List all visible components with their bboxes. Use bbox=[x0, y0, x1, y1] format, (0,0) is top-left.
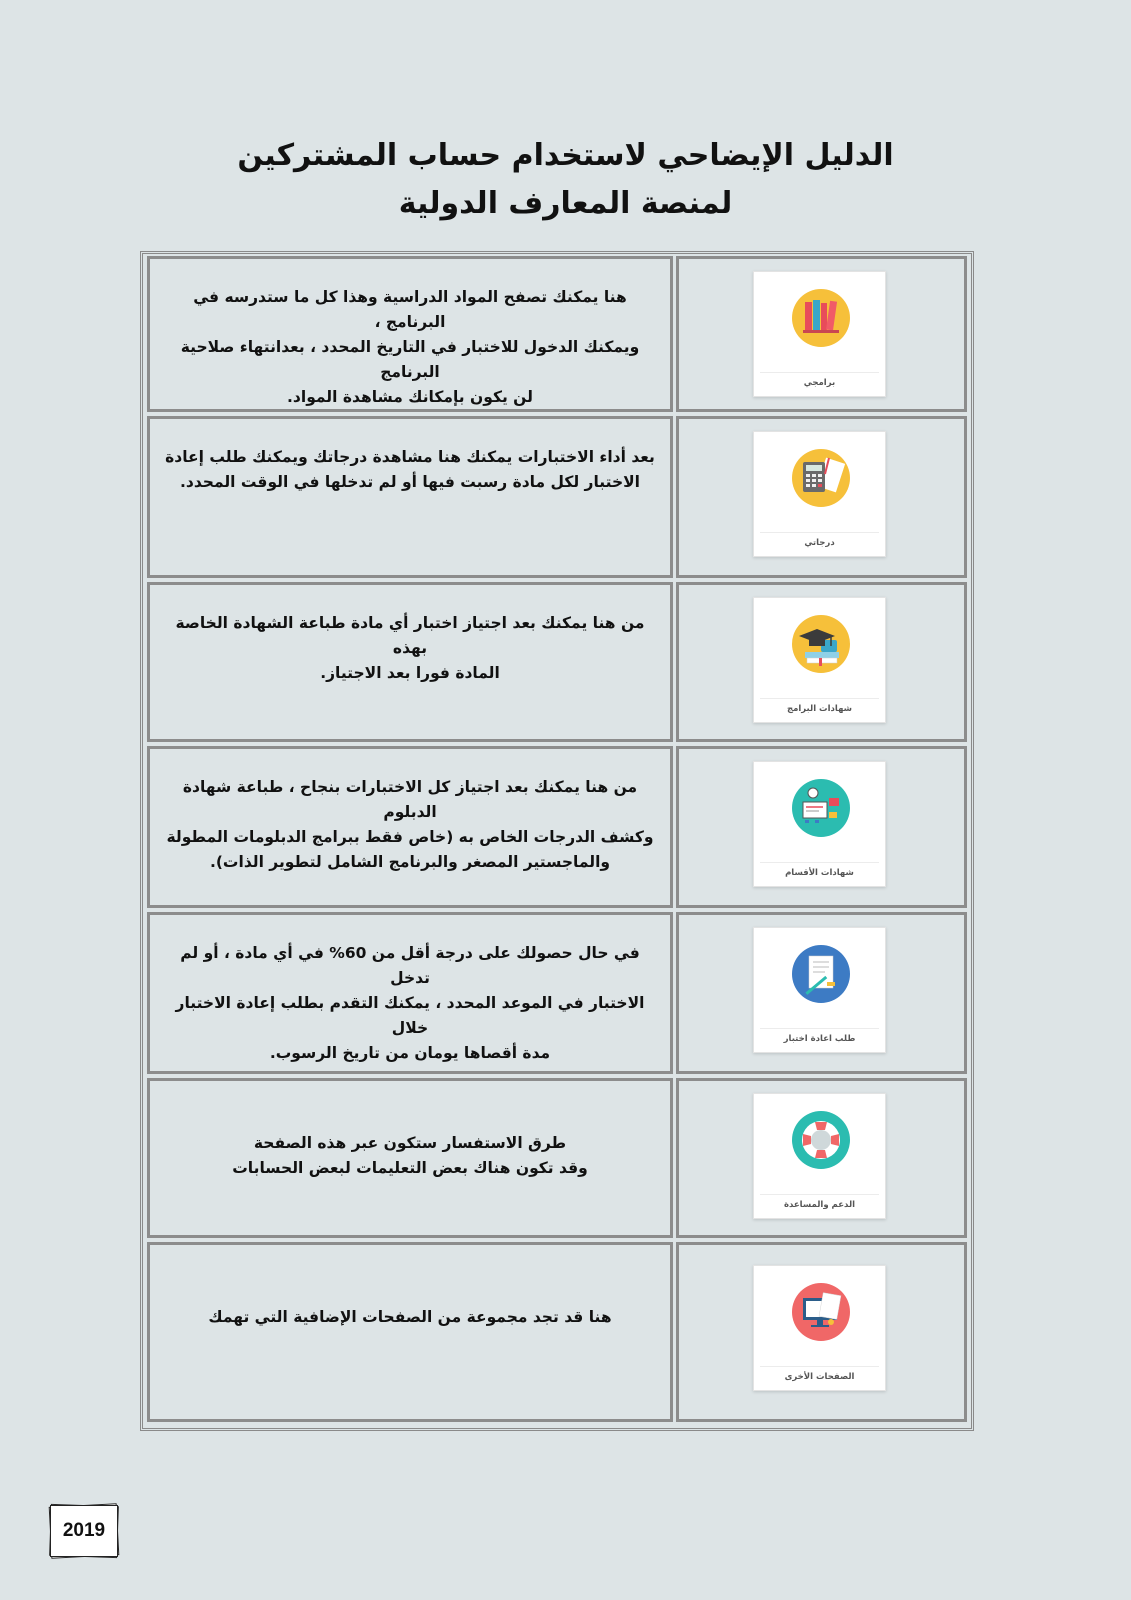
card-label: شهادات الأقسام bbox=[785, 868, 854, 878]
row-description: بعد أداء الاختبارات يمكنك هنا مشاهدة درجاتك ويمكنك طلب إعادة الاختبار لكل مادة رسبت فيها أو لم تدخلها في الوقت المحدد. bbox=[147, 416, 673, 578]
row-icon-cell bbox=[676, 746, 967, 908]
row-description: طرق الاستفسار ستكون عبر هذه الصفحة وقد تكون هناك بعض التعليمات لبعض الحسابات bbox=[147, 1078, 673, 1238]
row-icon-cell bbox=[676, 1078, 967, 1238]
card-department-certificates[interactable] bbox=[753, 761, 886, 887]
year-label: 2019 bbox=[50, 1505, 118, 1557]
row-description: هنا يمكنك تصفح المواد الدراسية وهذا كل ما ستدرسه في البرنامج ، ويمكنك الدخول للاختبار في التاريخ المحدد ، بعدانتهاء صلاحية البرنامج لن يكون بإمكانك مشاهدة المواد. bbox=[147, 256, 673, 412]
card-label: شهادات البرامج bbox=[786, 704, 853, 714]
row-description: في حال حصولك على درجة أقل من 60% في أي مادة ، أو لم تدخل الاختبار في الموعد المحدد ، يمكنك التقدم بطلب إعادة الاختبار خلال مدة أقصاها يومان من تاريخ الرسوب. bbox=[147, 912, 673, 1074]
table-row bbox=[147, 256, 967, 412]
card-label: طلب اعادة اختبار bbox=[783, 1034, 856, 1044]
table-row bbox=[147, 582, 967, 742]
table-row bbox=[147, 912, 967, 1074]
table-row bbox=[147, 1078, 967, 1238]
year-badge bbox=[50, 1505, 120, 1559]
card-my-programs[interactable] bbox=[753, 271, 886, 397]
calculator-icon bbox=[791, 448, 851, 508]
card-label: درجاتي bbox=[804, 538, 835, 548]
department-certificate-icon bbox=[791, 778, 851, 838]
monitor-pages-icon bbox=[791, 1282, 851, 1342]
card-other-pages[interactable] bbox=[753, 1265, 886, 1391]
page-title bbox=[0, 132, 1131, 228]
page-title-line-2: لمنصة المعارف الدولية bbox=[398, 186, 733, 221]
row-description: من هنا يمكنك بعد اجتياز كل الاختبارات بنجاح ، طباعة شهادة الدبلوم وكشف الدرجات الخاص به (خاص فقط ببرامج الدبلومات المطولة والماجستير المصغر والبرنامج الشامل لتطوير الذات). bbox=[147, 746, 673, 908]
card-label: برامجي bbox=[803, 378, 836, 388]
table-row bbox=[147, 746, 967, 908]
lifebuoy-icon bbox=[791, 1110, 851, 1170]
row-icon-cell bbox=[676, 582, 967, 742]
row-icon-cell bbox=[676, 416, 967, 578]
table-row bbox=[147, 416, 967, 578]
card-label: الدعم والمساعدة bbox=[783, 1200, 856, 1210]
document-pen-icon bbox=[791, 944, 851, 1004]
card-support-help[interactable] bbox=[753, 1093, 886, 1219]
row-icon-cell bbox=[676, 912, 967, 1074]
graduation-cap-icon bbox=[791, 614, 851, 674]
row-icon-cell bbox=[676, 256, 967, 412]
card-retest-request[interactable] bbox=[753, 927, 886, 1053]
table-row bbox=[147, 1242, 967, 1422]
row-description: هنا قد تجد مجموعة من الصفحات الإضافية التي تهمك bbox=[147, 1242, 673, 1422]
card-my-grades[interactable] bbox=[753, 431, 886, 557]
books-icon bbox=[791, 288, 851, 348]
guide-table bbox=[140, 251, 974, 1431]
card-label: الصفحات الأخرى bbox=[784, 1372, 855, 1382]
page-title-line-1: الدليل الإيضاحي لاستخدام حساب المشتركين bbox=[237, 138, 894, 173]
row-icon-cell bbox=[676, 1242, 967, 1422]
card-program-certificates[interactable] bbox=[753, 597, 886, 723]
row-description: من هنا يمكنك بعد اجتياز اختبار أي مادة طباعة الشهادة الخاصة بهذه المادة فورا بعد الاجتياز. bbox=[147, 582, 673, 742]
